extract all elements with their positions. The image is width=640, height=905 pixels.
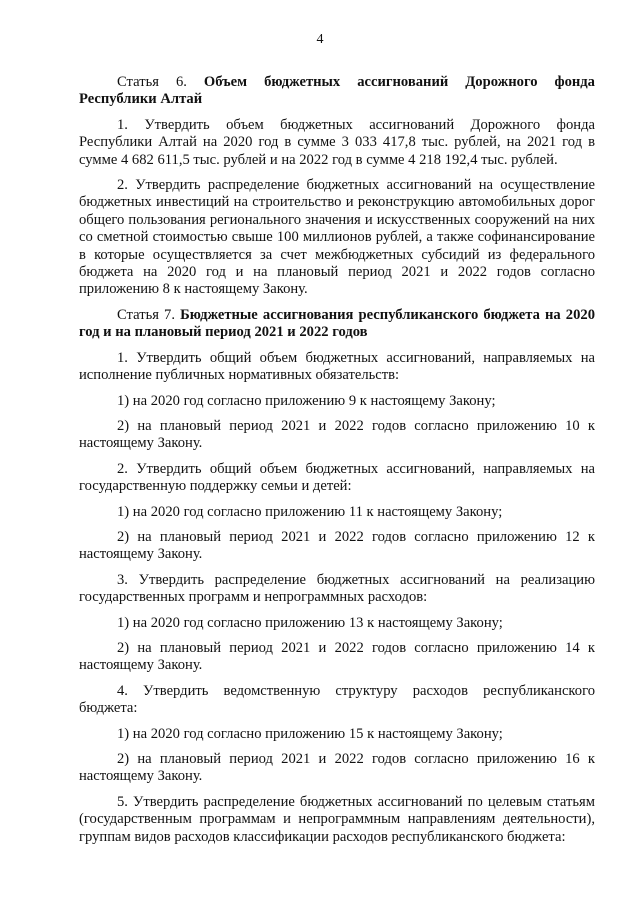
article-7-paragraph: 1) на 2020 год согласно приложению 9 к настоящему Закону; [117, 392, 496, 409]
article-7-paragraph: 2) на плановый период 2021 и 2022 годов согласно приложению 10 к настоящему Закону. [79, 417, 595, 452]
article-7-paragraph: 1. Утвердить общий объем бюджетных ассигнований, направляемых на исполнение публичных нормативных обязательств: [79, 349, 595, 384]
article-7-paragraph: 5. Утвердить распределение бюджетных ассигнований по целевым статьям (государственным программам и непрограммным направлениям деятельности), группам видов расходов классификации расходов республиканского бюджета: [79, 793, 595, 845]
article-7-paragraph: 1) на 2020 год согласно приложению 13 к настоящему Закону; [117, 614, 503, 631]
document-body [79, 68, 595, 854]
article-6-heading [79, 74, 595, 109]
article-6-paragraph-1: 1. Утвердить объем бюджетных ассигнований Дорожного фонда Республики Алтай на 2020 год в сумме 3 033 417,8 тыс. рублей, на 2021 год в сумме 4 682 611,5 тыс. рублей и на 2022 год в сумме 4 218 192,4 тыс. рублей. [79, 116, 595, 168]
article-6-label: Статья 6. [117, 74, 187, 90]
page-number: 4 [316, 32, 324, 47]
article-7-paragraph: 2. Утвердить общий объем бюджетных ассигнований, направляемых на государственную поддержку семьи и детей: [79, 460, 595, 495]
article-7-paragraph: 2) на плановый период 2021 и 2022 годов согласно приложению 16 к настоящему Закону. [79, 751, 595, 785]
article-7-paragraph: 1) на 2020 год согласно приложению 15 к настоящему Закону; [117, 725, 503, 742]
article-7-paragraph: 3. Утвердить распределение бюджетных ассигнований на реализацию государственных программ и непрограммных расходов: [79, 571, 595, 606]
article-7-paragraph: 2) на плановый период 2021 и 2022 годов согласно приложению 12 к настоящему Закону. [79, 528, 595, 563]
article-6-paragraph-2: 2. Утвердить распределение бюджетных ассигнований на осуществление бюджетных инвестиций на строительство и реконструкцию автомобильных дорог общего пользования регионального значения и искусственных сооружений на них со сметной стоимостью свыше 100 миллионов рублей, а также софинансирование в которые осуществляется за счет межбюджетных субсидий из федерального бюджета на 2020 год и на плановый период 2021 и 2022 годов согласно приложению 8 к настоящему Закону. [79, 177, 595, 298]
article-7-label: Статья 7. [117, 306, 175, 323]
article-7-title: Бюджетные ассигнования республиканского бюджета на 2020 год и на плановый период 2021 и 2022 годов [79, 306, 595, 341]
article-7-paragraph: 4. Утвердить ведомственную структуру расходов республиканского бюджета: [79, 682, 595, 717]
article-7-paragraph: 1) на 2020 год согласно приложению 11 к настоящему Закону; [117, 503, 503, 520]
article-7-paragraph: 2) на плановый период 2021 и 2022 годов согласно приложению 14 к настоящему Закону. [79, 639, 595, 674]
article-6-title: Объем бюджетных ассигнований Дорожного фонда Республики Алтай [79, 74, 595, 108]
article-7-heading [79, 307, 595, 342]
